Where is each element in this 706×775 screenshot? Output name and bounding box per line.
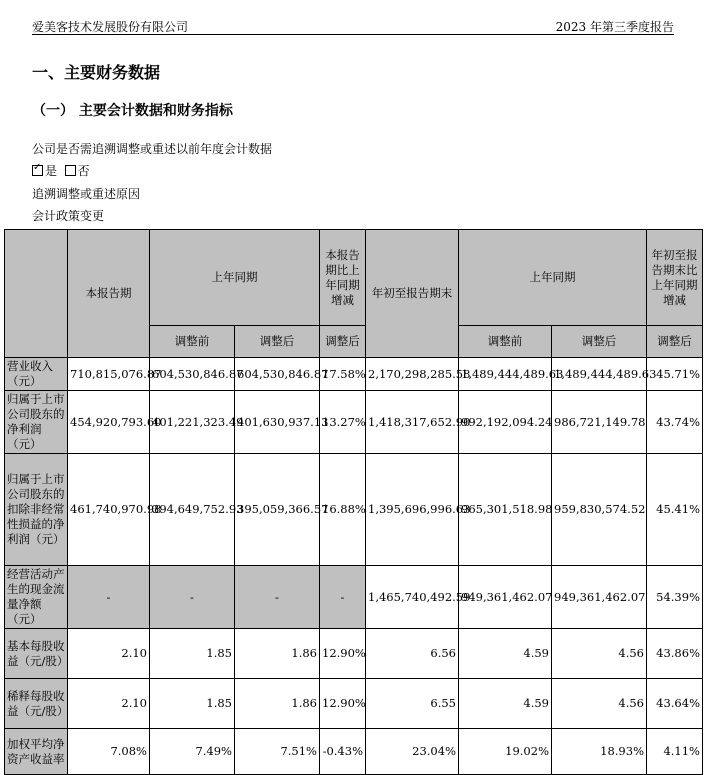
- table-row: [5, 391, 703, 454]
- subsection-title: （一） 主要会计数据和财务指标: [32, 103, 233, 119]
- table-row: [5, 358, 703, 391]
- row-label: 基本每股收益（元/股）: [5, 629, 68, 679]
- table-cell: 19.02%: [459, 729, 552, 775]
- row-label: 营业收入（元）: [5, 358, 68, 391]
- header-current-period: 本报告期: [68, 230, 150, 358]
- option-no: 否: [77, 164, 90, 178]
- financial-data-table: [4, 229, 703, 775]
- table-cell: 949,361,462.07: [552, 566, 647, 629]
- header-before-adjust: 调整前: [150, 326, 235, 358]
- table-cell: 986,721,149.78: [552, 391, 647, 454]
- header-prior-ytd: 上年同期: [459, 230, 647, 326]
- table-cell: -: [150, 566, 235, 629]
- unchecked-box-icon[interactable]: [65, 165, 76, 176]
- table-cell: 23.04%: [366, 729, 459, 775]
- restatement-options: [32, 162, 90, 179]
- table-cell: -: [68, 566, 150, 629]
- table-cell: 7.49%: [150, 729, 235, 775]
- header-ytd-change-after: 调整后: [647, 326, 703, 358]
- table-cell: 54.39%: [647, 566, 703, 629]
- header-change-after: 调整后: [320, 326, 366, 358]
- table-cell: -: [235, 566, 320, 629]
- table-cell: 2,170,298,285.58: [366, 358, 459, 391]
- table-cell: 1,489,444,489.63: [459, 358, 552, 391]
- row-label: 加权平均净资产收益率: [5, 729, 68, 775]
- table-cell: 710,815,076.87: [68, 358, 150, 391]
- row-label: 归属于上市公司股东的净利润（元）: [5, 391, 68, 454]
- table-cell: 2.10: [68, 629, 150, 679]
- table-cell: 992,192,094.24: [459, 391, 552, 454]
- table-cell: 1.86: [235, 629, 320, 679]
- table-cell: 401,221,323.49: [150, 391, 235, 454]
- table-cell: 7.08%: [68, 729, 150, 775]
- table-cell: 394,649,752.93: [150, 454, 235, 566]
- table-cell: 43.74%: [647, 391, 703, 454]
- company-name: 爱美客技术发展股份有限公司: [32, 20, 189, 34]
- table-cell: 401,630,937.13: [235, 391, 320, 454]
- table-cell: 949,361,462.07: [459, 566, 552, 629]
- table-cell: 1,465,740,492.59: [366, 566, 459, 629]
- table-cell: 6.55: [366, 679, 459, 729]
- table-cell: 12.90%: [320, 679, 366, 729]
- table-cell: 17.58%: [320, 358, 366, 391]
- table-cell: 461,740,970.98: [68, 454, 150, 566]
- table-cell: 604,530,846.87: [235, 358, 320, 391]
- table-cell: 4.56: [552, 629, 647, 679]
- header-ytd: 年初至报告期末: [366, 230, 459, 358]
- header-ytd-change: 年初至报告期末比上年同期增减: [647, 230, 703, 326]
- table-cell: 4.59: [459, 629, 552, 679]
- reason-label: 追溯调整或重述原因: [32, 187, 141, 201]
- table-cell: 13.27%: [320, 391, 366, 454]
- table-cell: 12.90%: [320, 629, 366, 679]
- table-cell: 16.88%: [320, 454, 366, 566]
- table-cell: 1,489,444,489.63: [552, 358, 647, 391]
- row-label: 稀释每股收益（元/股）: [5, 679, 68, 729]
- table-cell: 604,530,846.87: [150, 358, 235, 391]
- table-cell: -0.43%: [320, 729, 366, 775]
- table-cell: 1.85: [150, 629, 235, 679]
- checked-box-icon[interactable]: [32, 165, 43, 176]
- header-change: 本报告期比上年同期增减: [320, 230, 366, 326]
- table-cell: 45.41%: [647, 454, 703, 566]
- report-title: 2023 年第三季度报告: [555, 20, 674, 34]
- table-cell: 43.86%: [647, 629, 703, 679]
- header-after-adjust-ytd: 调整后: [552, 326, 647, 358]
- table-cell: 43.64%: [647, 679, 703, 729]
- table-cell: 7.51%: [235, 729, 320, 775]
- row-label: 经营活动产生的现金流量净额（元）: [5, 566, 68, 629]
- table-cell: 1.85: [150, 679, 235, 729]
- row-label: 归属于上市公司股东的扣除非经常性损益的净利润（元）: [5, 454, 68, 566]
- table-cell: 4.56: [552, 679, 647, 729]
- header-prior-period: 上年同期: [150, 230, 320, 326]
- header-blank: [5, 230, 68, 358]
- table-cell: 454,920,793.60: [68, 391, 150, 454]
- table-cell: 1,395,696,996.63: [366, 454, 459, 566]
- table-row: [5, 566, 703, 629]
- table-cell: 4.11%: [647, 729, 703, 775]
- table-cell: 45.71%: [647, 358, 703, 391]
- table-cell: 965,301,518.98: [459, 454, 552, 566]
- header-before-adjust-ytd: 调整前: [459, 326, 552, 358]
- table-cell: 959,830,574.52: [552, 454, 647, 566]
- reason-value: 会计政策变更: [32, 209, 105, 223]
- section-title: 一、主要财务数据: [32, 63, 161, 82]
- header-after-adjust: 调整后: [235, 326, 320, 358]
- table-row: [5, 454, 703, 566]
- page-header: [32, 16, 674, 35]
- table-cell: -: [320, 566, 366, 629]
- table-cell: 18.93%: [552, 729, 647, 775]
- option-yes: 是: [45, 164, 58, 178]
- table-cell: 1.86: [235, 679, 320, 729]
- restatement-question: 公司是否需追溯调整或重述以前年度会计数据: [32, 142, 273, 156]
- table-cell: 4.59: [459, 679, 552, 729]
- table-row: [5, 629, 703, 679]
- table-cell: 1,418,317,652.90: [366, 391, 459, 454]
- table-row: [5, 729, 703, 775]
- table-row: [5, 679, 703, 729]
- table-cell: 6.56: [366, 629, 459, 679]
- table-cell: 395,059,366.57: [235, 454, 320, 566]
- table-cell: 2.10: [68, 679, 150, 729]
